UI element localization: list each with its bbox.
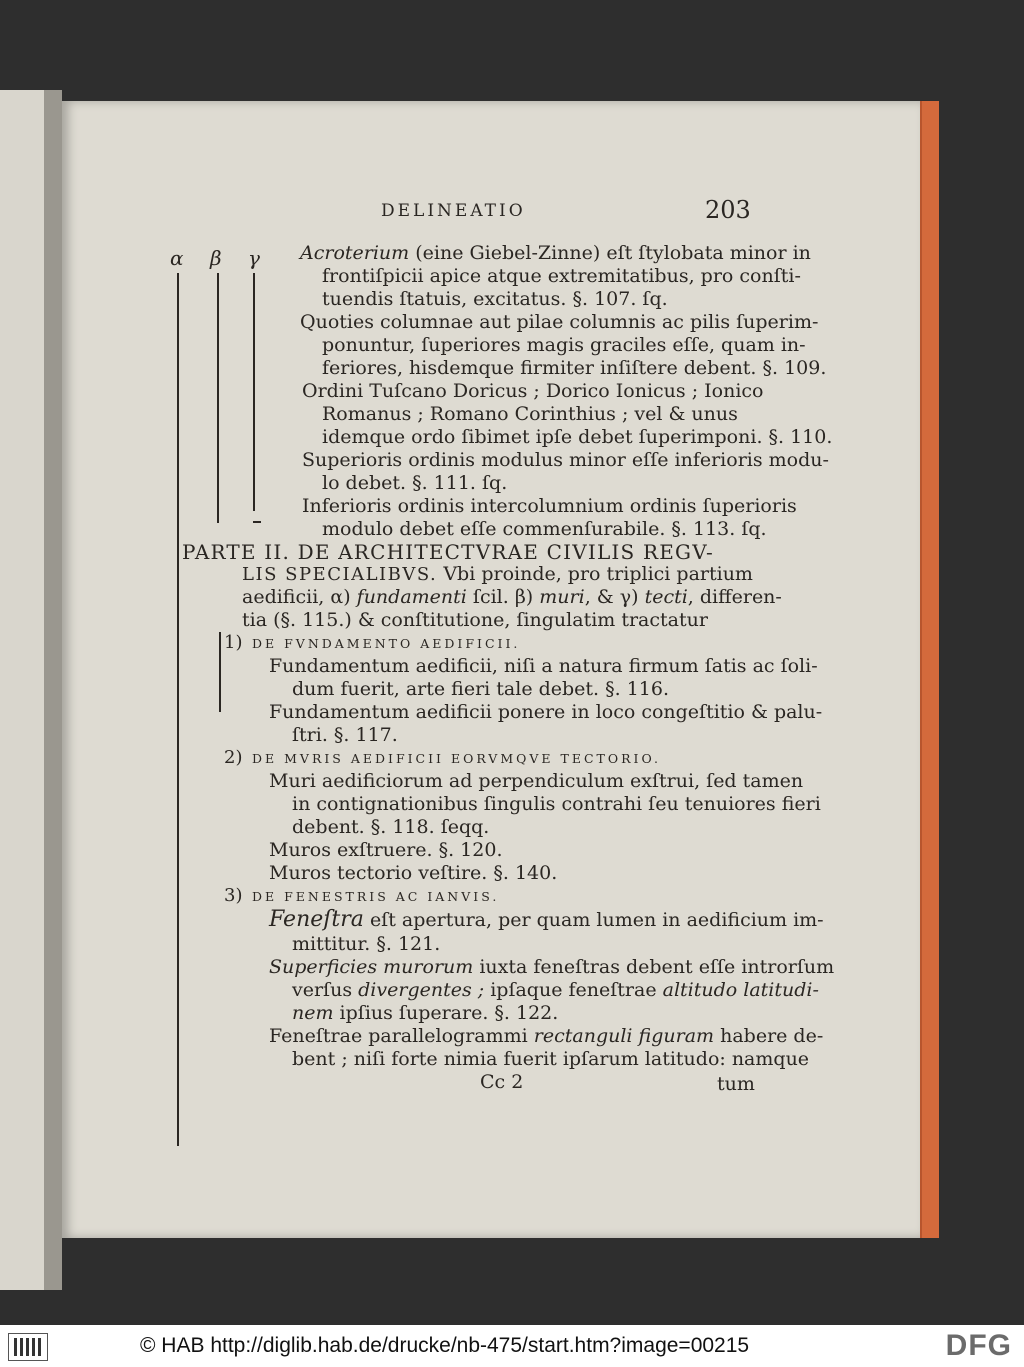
section-1-number: 1) — [224, 632, 243, 653]
acroterium-term: Acroterium — [300, 242, 410, 264]
section-3-fenestrae-line-2: bent ; niſi forte nimia fuerit ipſarum latitudo: namque — [292, 1048, 810, 1070]
parte-line-3-a: aedificii, α) — [242, 586, 351, 608]
parte-line-2 — [242, 565, 753, 584]
acroterium-line-1 — [300, 244, 811, 263]
quoties-line-1: Quoties columnae aut pilae columnis ac pilis ſuperim- — [300, 311, 819, 333]
sup3-a: nem — [292, 1002, 334, 1024]
ordini-line-1: Ordini Tuſcano Doricus ; Dorico Ionicus ; Ionico — [302, 380, 764, 402]
section-1-line-3: Fundamentum aedificii ponere in loco congeſtitio & palu- — [269, 701, 823, 723]
section-2-line-4: Muros exſtruere. §. 120. — [269, 839, 503, 861]
inferioris-line-1: Inferioris ordinis intercolumnium ordinis ſuperioris — [302, 495, 797, 517]
section-2-line-2: in contignationibus ſingulis contrahi ſeu tenuiores fieri — [292, 793, 821, 815]
section-1-line-2: dum fuerit, arte fieri tale debet. §. 116. — [292, 678, 670, 700]
section-3-number: 3) — [224, 885, 243, 906]
greek-mark-alpha: α — [170, 246, 184, 270]
superficies-rest: iuxta feneſtras debent eſſe introrſum — [479, 956, 835, 978]
fenestra-rest: eſt apertura, per quam lumen in aedificium im- — [369, 909, 824, 931]
inferioris-line-2: modulo debet eſſe commenſurabile. §. 113. ſq. — [322, 518, 767, 540]
section-2-line-3: debent. §. 118. ſeqq. — [292, 816, 490, 838]
parte-line-2-rest: Vbi proinde, pro triplici partium — [443, 563, 753, 585]
section-3-heading: DE FENESTRIS AC IANVIS. — [252, 889, 500, 904]
running-head: DELINEATIO — [381, 201, 526, 221]
dfg-logo: DFG — [945, 1329, 1012, 1362]
footer-bar — [0, 1325, 1024, 1367]
section-3-superficies-line-2 — [292, 981, 819, 1000]
ordini-line-3: idemque ordo ſibimet ipſe debet ſuperimponi. §. 110. — [322, 426, 833, 448]
parte-line-3-e: , & γ) — [584, 586, 639, 608]
quoties-line-2: ponuntur, ſuperiores magis graciles eſſe, quam in- — [322, 334, 806, 356]
acroterium-line-2: frontiſpicii apice atque extremitatibus, pro conſti- — [322, 265, 801, 287]
section-3-superficies-line-3 — [292, 1004, 558, 1023]
section-2-heading: DE MVRIS AEDIFICII EORVMQVE TECTORIO. — [252, 751, 661, 766]
section-3-fenestrae-line-1 — [269, 1027, 823, 1046]
fen-b: rectanguli figuram — [533, 1025, 715, 1047]
greek-mark-beta: β — [210, 246, 222, 270]
superioris-line-2: lo debet. §. 111. ſq. — [322, 472, 508, 494]
bracket-gamma-foot — [253, 521, 261, 523]
parte-fundamenti: fundamenti — [356, 586, 467, 608]
parte-tecti: tecti — [644, 586, 688, 608]
section-2-line-5: Muros tectorio veſtire. §. 140. — [269, 862, 558, 884]
section-2-number: 2) — [224, 747, 243, 768]
section-1-heading: DE FVNDAMENTO AEDIFICII. — [252, 636, 521, 651]
parte-line-3-c: ſcil. β) — [472, 586, 534, 608]
sup3-b: ipſius ſuperare. §. 122. — [339, 1002, 559, 1024]
section-1-line-4: ſtri. §. 117. — [292, 724, 398, 746]
fen-a: Feneſtrae parallelogrammi — [269, 1025, 528, 1047]
bracket-gamma — [253, 273, 255, 511]
parte-line-3 — [242, 588, 782, 607]
acroterium-line-3: tuendis ſtatuis, excitatus. §. 107. ſq. — [322, 288, 668, 310]
section-1-line-1: Fundamentum aedificii, niſi a natura firmum ſatis ac ſoli- — [269, 655, 818, 677]
section-3-fenestra-line-1 — [269, 909, 824, 931]
page-fore-edge — [920, 101, 939, 1238]
signature-mark: Cc 2 — [480, 1071, 524, 1093]
bracket-beta — [217, 273, 219, 523]
binding-gutter — [44, 90, 62, 1290]
bracket-alpha — [177, 273, 179, 1146]
fenestra-term: Feneſtra — [269, 907, 364, 932]
superioris-line-1: Superioris ordinis modulus minor eſſe inferioris modu- — [302, 449, 829, 471]
page-number: 203 — [705, 196, 751, 224]
acroterium-text: (eine Giebel-Zinne) eſt ſtylobata minor in — [415, 242, 811, 264]
sup2-d: altitudo latitudi- — [662, 979, 819, 1001]
fen-c: habere de- — [720, 1025, 824, 1047]
superficies-term: Superficies murorum — [269, 956, 474, 978]
library-logo-icon — [8, 1333, 48, 1361]
parte-line-3-g: , differen- — [687, 586, 782, 608]
parte-heading-line-1: PARTE II. DE ARCHITECTVRAE CIVILIS REGV- — [182, 540, 714, 564]
parte-muri: muri — [539, 586, 585, 608]
sup2-b: divergentes ; — [358, 979, 485, 1001]
section-3-superficies-line-1 — [269, 958, 834, 977]
copyright-link[interactable]: © HAB http://diglib.hab.de/drucke/nb-475/start.htm?image=00215 — [140, 1334, 750, 1357]
book-page — [62, 101, 920, 1238]
greek-mark-gamma: γ — [248, 246, 260, 270]
sup2-c: ipſaque feneſtrae — [490, 979, 657, 1001]
section-2-line-1: Muri aedificiorum ad perpendiculum exſtrui, ſed tamen — [269, 770, 804, 792]
section-1-bracket — [219, 632, 221, 712]
section-3-fenestra-line-2: mittitur. §. 121. — [292, 933, 441, 955]
catchword: tum — [717, 1073, 755, 1095]
parte-caps: LIS SPECIALIBVS. — [242, 564, 438, 585]
parte-line-4: tia (§. 115.) & conſtitutione, ſingulatim tractatur — [242, 609, 708, 631]
sup2-a: verſus — [292, 979, 353, 1001]
ordini-line-2: Romanus ; Romano Corinthius ; vel & unus — [322, 403, 738, 425]
quoties-line-3: feriores, hisdemque firmiter inſiſtere debent. §. 109. — [322, 357, 827, 379]
